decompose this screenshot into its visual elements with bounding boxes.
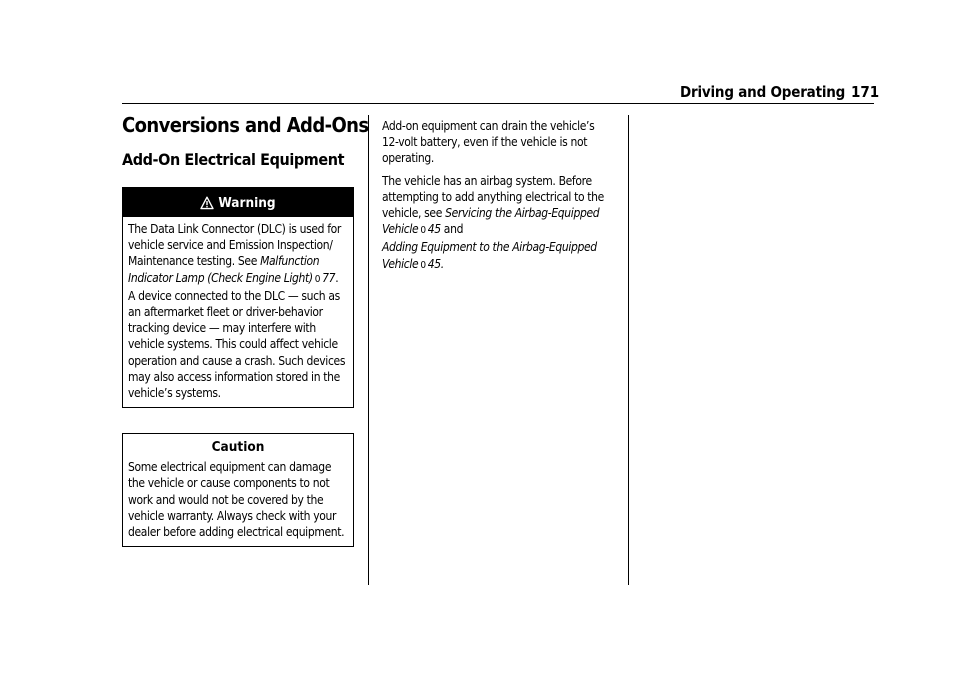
warning-label: Warning [218,194,276,211]
warning-triangle-icon [200,196,214,210]
header-rule [122,103,874,104]
warning-text-part2: . A device connected to the DLC — such as an aftermarket fleet or driver-behavior tracking device — may interfere with vehicle systems. This could affect vehicle operation and cause a crash. Such devices may also access information stored in the vehicle’s systems. [128,270,346,401]
column-divider-right [628,115,629,585]
middle-column [382,118,614,274]
adding-equipment-page[interactable]: 45 [427,256,441,271]
warning-box [122,187,354,408]
airbag-paragraph [382,173,614,274]
column-divider-left [368,115,369,585]
battery-drain-paragraph: Add-on equipment can drain the vehicle’s 12-volt battery, even if the vehicle is not operating. [382,119,595,166]
warning-text-part1: The Data Link Connector (DLC) is used for vehicle service and Emission Inspection/ Maintenance testing. See [128,222,342,269]
caution-box [122,433,354,547]
airbag-text-and: and [440,222,464,237]
section-title: Conversions and Add-Ons [122,113,369,137]
left-column [122,113,369,547]
servicing-airbag-page[interactable]: 45 [427,222,441,237]
page-reference-icon: 0 [420,225,426,237]
running-header-title: Driving and Operating [680,83,846,101]
airbag-text-part1: The vehicle has an airbag system. Before attempting to add anything electrical to the vehicle, see [382,173,604,221]
servicing-airbag-link[interactable]: Servicing the Airbag-Equipped Vehicle [382,206,600,237]
adding-equipment-link[interactable]: Adding Equipment to the Airbag-Equipped Vehicle [382,240,597,271]
warning-text [123,217,353,407]
subsection-title: Add-On Electrical Equipment [122,150,345,169]
malfunction-lamp-page[interactable]: 77 [322,270,336,285]
caution-text: Some electrical equipment can damage the vehicle or cause components to not work and would not be covered by the vehicle warranty. Always check with your dealer before adding electrical equipment. [128,460,345,540]
malfunction-lamp-link[interactable]: Malfunction Indicator Lamp (Check Engine Light) [128,254,320,285]
warning-header [123,188,353,217]
caution-header: Caution [211,439,265,456]
page-reference-icon: 0 [314,273,321,285]
page-reference-icon: 0 [420,259,426,271]
airbag-text-end: . [440,256,444,271]
page-number: 171 [851,83,880,101]
